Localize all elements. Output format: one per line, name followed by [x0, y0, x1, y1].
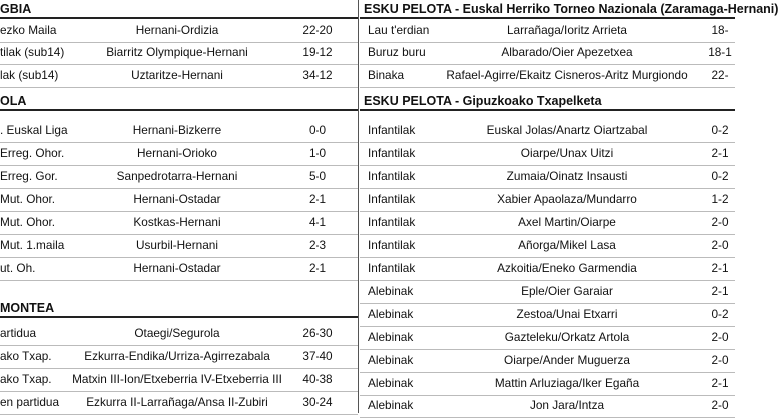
match-cell: Rafael-Agirre/Ekaitz Cisneros-Aritz Murgiondo	[446, 68, 688, 82]
score-cell: 2-0	[711, 215, 729, 229]
category-cell: Alebinak	[368, 353, 414, 367]
result-row	[360, 234, 735, 258]
result-row	[360, 19, 735, 43]
section-header	[360, 92, 735, 111]
match-cell: Larrañaga/Ioritz Arrieta	[507, 23, 627, 37]
score-cell: 5-0	[308, 169, 327, 183]
result-row	[0, 368, 358, 392]
match-cell: Oiarpe/Ander Muguerza	[504, 353, 630, 367]
score-cell: 0-0	[308, 123, 327, 137]
score-cell: 19-12	[302, 45, 333, 59]
score-cell: 2-0	[711, 238, 729, 252]
category-cell: Infantilak	[368, 215, 416, 229]
score-cell: 2-1	[711, 376, 729, 390]
score-cell: 2-0	[711, 330, 729, 344]
match-cell: Zestoa/Unai Etxarri	[516, 307, 618, 321]
result-row	[360, 188, 735, 212]
result-row	[0, 119, 358, 143]
match-cell: Axel Martin/Oiarpe	[518, 215, 616, 229]
category-cell: Infantilak	[368, 123, 416, 137]
category-cell: Erreg. Gor.	[0, 169, 58, 183]
match-cell: Eple/Oier Garaiar	[521, 284, 613, 298]
category-cell: Mut. Ohor.	[0, 215, 56, 229]
match-cell: Usurbil-Hernani	[136, 238, 218, 252]
section-title: ESKU PELOTA - Gipuzkoako Txapelketa	[364, 94, 602, 108]
score-cell: 1-2	[711, 192, 729, 206]
match-cell: Sanpedrotarra-Hernani	[116, 169, 238, 183]
result-row	[360, 326, 735, 350]
match-cell: Hernani-Orioko	[137, 146, 217, 160]
match-cell: Hernani-Ostadar	[133, 192, 221, 206]
score-cell: 2-1	[711, 261, 729, 275]
category-cell: Alebinak	[368, 307, 414, 321]
result-row	[0, 142, 358, 166]
score-cell: 1-0	[308, 146, 327, 160]
section-title: ESKU PELOTA - Euskal Herriko Torneo Nazionala (Zaramaga-Hernani)	[364, 2, 778, 16]
category-cell: ezko Maila	[0, 23, 57, 37]
section-underline	[360, 109, 735, 111]
category-cell: Infantilak	[368, 238, 416, 252]
section-title: MONTEA	[0, 301, 55, 315]
score-cell: 22-20	[302, 23, 333, 37]
match-cell: Mattin Arluziaga/Iker Egaña	[494, 376, 640, 390]
category-cell: Lau t'erdian	[368, 23, 430, 37]
match-cell: Kostkas-Hernani	[133, 215, 221, 229]
score-cell: 2-1	[711, 284, 729, 298]
match-cell: Azkoitia/Eneko Garmendia	[497, 261, 637, 275]
match-cell: Ezkurra II-Larrañaga/Ansa II-Zubiri	[86, 395, 268, 409]
column-divider	[358, 0, 359, 413]
result-row	[0, 64, 358, 88]
result-row	[0, 165, 358, 189]
score-cell: 2-1	[308, 192, 327, 206]
result-row	[0, 345, 358, 369]
result-row	[0, 234, 358, 258]
category-cell: ut. Oh.	[0, 261, 36, 275]
match-cell: Oiarpe/Unax Uitzi	[520, 146, 614, 160]
match-cell: Hernani-Ostadar	[133, 261, 221, 275]
match-cell: Xabier Apaolaza/Mundarro	[497, 192, 637, 206]
category-cell: ako Txap.	[0, 349, 52, 363]
score-cell: 0-2	[711, 123, 729, 137]
section-header	[0, 0, 358, 19]
result-row	[360, 165, 735, 189]
score-cell: 2-1	[711, 146, 729, 160]
category-cell: Mut. Ohor.	[0, 192, 56, 206]
score-cell: 2-0	[711, 398, 729, 412]
match-cell: Zumaia/Oinatz Insausti	[506, 169, 628, 183]
match-cell: Uztaritze-Hernani	[131, 68, 223, 82]
match-cell: Ezkurra-Endika/Urriza-Agirrezabala	[84, 349, 270, 363]
match-cell: Biarritz Olympique-Hernani	[106, 45, 248, 59]
result-row	[360, 41, 735, 65]
result-row	[360, 64, 735, 88]
category-cell: ako Txap.	[0, 372, 52, 386]
match-cell: Gazteleku/Orkatz Artola	[504, 330, 630, 344]
score-cell: 26-30	[302, 326, 333, 340]
match-cell: Hernani-Ordizia	[135, 23, 219, 37]
section-underline	[0, 109, 358, 111]
section-header	[360, 0, 778, 19]
category-cell: Infantilak	[368, 169, 416, 183]
category-cell: Mut. 1.maila	[0, 238, 65, 252]
category-cell: Infantilak	[368, 146, 416, 160]
category-cell: . Euskal Liga	[0, 123, 68, 137]
result-row	[0, 211, 358, 235]
result-row	[0, 257, 358, 281]
section-header	[0, 92, 358, 111]
score-cell: 37-40	[302, 349, 333, 363]
category-cell: Buruz buru	[368, 45, 426, 59]
category-cell: Erreg. Ohor.	[0, 146, 65, 160]
score-cell: 34-12	[302, 68, 333, 82]
match-cell: Añorga/Mikel Lasa	[518, 238, 616, 252]
match-cell: Euskal Jolas/Anartz Oiartzabal	[486, 123, 648, 137]
result-row	[0, 391, 358, 415]
score-cell: 40-38	[302, 372, 333, 386]
result-row	[0, 41, 358, 65]
result-row	[0, 19, 358, 43]
match-cell: Hernani-Bizkerre	[132, 123, 222, 137]
category-cell: lak (sub14)	[0, 68, 59, 82]
section-header	[0, 299, 358, 318]
result-row	[0, 322, 358, 346]
score-cell: 0-2	[711, 307, 729, 321]
result-row	[360, 211, 735, 235]
score-cell: 0-2	[711, 169, 729, 183]
category-cell: artidua	[0, 326, 37, 340]
result-row	[360, 119, 735, 143]
result-row	[0, 188, 358, 212]
result-row	[360, 349, 735, 373]
category-cell: Alebinak	[368, 330, 414, 344]
result-row	[360, 394, 735, 418]
section-underline	[0, 316, 358, 318]
category-cell: Alebinak	[368, 376, 414, 390]
score-cell: 2-1	[308, 261, 327, 275]
result-row	[360, 280, 735, 304]
match-cell: Otaegi/Segurola	[134, 326, 220, 340]
result-row	[360, 303, 735, 327]
category-cell: Binaka	[368, 68, 405, 82]
score-cell: 2-3	[308, 238, 327, 252]
match-cell: Jon Jara/Intza	[529, 398, 605, 412]
score-cell: 22-	[711, 68, 729, 82]
score-cell: 4-1	[308, 215, 327, 229]
match-cell: Albarado/Oier Apezetxea	[501, 45, 633, 59]
section-title: GBIA	[0, 2, 32, 16]
result-row	[360, 257, 735, 281]
match-cell: Matxin III-Ion/Etxeberria IV-Etxeberria III	[72, 372, 282, 386]
score-cell: 2-0	[711, 353, 729, 367]
category-cell: Alebinak	[368, 398, 414, 412]
score-cell: 18-	[711, 23, 729, 37]
category-cell: tilak (sub14)	[0, 45, 65, 59]
category-cell: Alebinak	[368, 284, 414, 298]
section-title: OLA	[0, 94, 27, 108]
score-cell: 18-1	[708, 45, 732, 59]
score-cell: 30-24	[302, 395, 333, 409]
category-cell: Infantilak	[368, 192, 416, 206]
category-cell: Infantilak	[368, 261, 416, 275]
category-cell: en partidua	[0, 395, 60, 409]
result-row	[360, 372, 735, 396]
result-row	[360, 142, 735, 166]
